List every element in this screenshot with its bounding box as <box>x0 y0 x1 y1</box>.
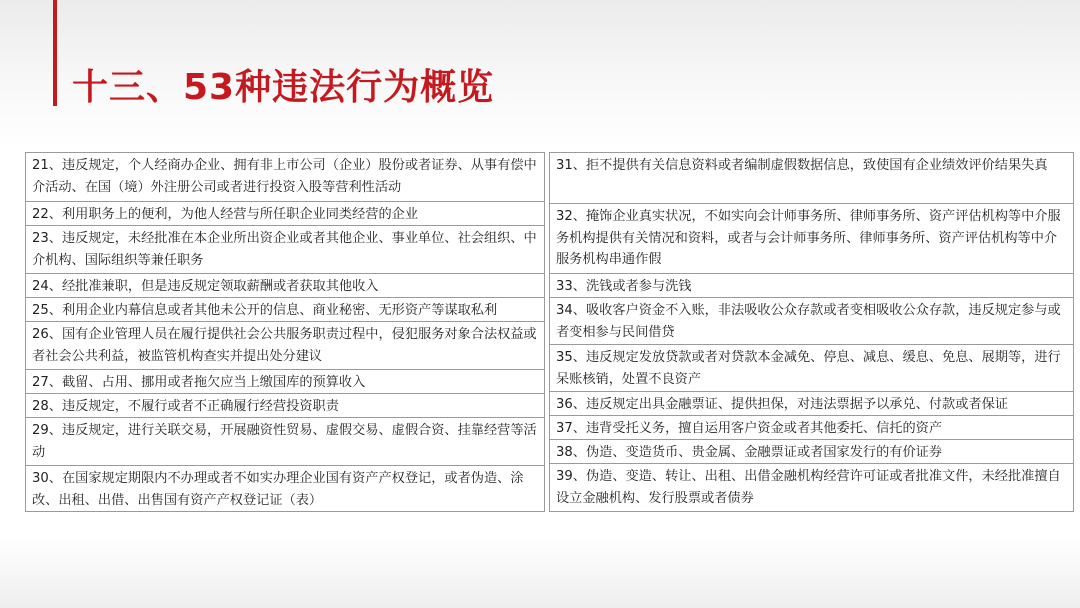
table-row: 36、违反规定出具金融票证、提供担保，对违法票据予以承兑、付款或者保证 <box>550 391 1073 415</box>
violations-table-left <box>25 152 545 512</box>
table-row: 21、违反规定，个人经商办企业、拥有非上市公司（企业）股份或者证券、从事有偿中介活动、在国（境）外注册公司或者进行投资入股等营利性活动 <box>32 158 537 195</box>
table-row: 28、违反规定，不履行或者不正确履行经营投资职责 <box>26 393 544 417</box>
title-accent-bar <box>53 0 57 106</box>
table-row: 33、洗钱或者参与洗钱 <box>550 273 1073 297</box>
table-row: 37、违背受托义务，擅自运用客户资金或者其他委托、信托的资产 <box>550 415 1073 439</box>
table-row: 39、伪造、变造、转让、出租、出借金融机构经营许可证或者批准文件，未经批准擅自设立金融机构、发行股票或者债券 <box>550 463 1073 511</box>
table-row: 26、国有企业管理人员在履行提供社会公共服务职责过程中，侵犯服务对象合法权益或者社会公共利益，被监管机构查实并提出处分建议 <box>26 321 544 369</box>
table-row: 25、利用企业内幕信息或者其他未公开的信息、商业秘密、无形资产等谋取私利 <box>26 297 544 321</box>
table-row: 27、截留、占用、挪用或者拖欠应当上缴国库的预算收入 <box>26 369 544 393</box>
table-row: 23、违反规定，未经批准在本企业所出资企业或者其他企业、事业单位、社会组织、中介机构、国际组织等兼任职务 <box>26 225 544 273</box>
table-row: 38、伪造、变造货币、贵金属、金融票证或者国家发行的有价证券 <box>550 439 1073 463</box>
table-row: 30、在国家规定期限内不办理或者不如实办理企业国有资产产权登记，或者伪造、涂改、出租、出借、出售国有资产产权登记证（表） <box>26 465 544 511</box>
violations-table-right <box>549 152 1074 512</box>
table-row: 35、违反规定发放贷款或者对贷款本金减免、停息、减息、缓息、免息、展期等，进行呆账核销，处置不良资产 <box>550 344 1073 391</box>
table-row: 31、拒不提供有关信息资料或者编制虚假数据信息，致使国有企业绩效评价结果失真 <box>556 158 1048 173</box>
table-row: 32、掩饰企业真实状况，不如实向会计师事务所、律师事务所、资产评估机构等中介服务机构提供有关情况和资料，或者与会计师事务所、律师事务所、资产评估机构等中介服务机构串通作假 <box>550 203 1073 273</box>
table-row: 29、违反规定，进行关联交易，开展融资性贸易、虚假交易、虚假合资、挂靠经营等活动 <box>26 417 544 465</box>
table-row: 24、经批准兼职，但是违反规定领取薪酬或者获取其他收入 <box>26 273 544 297</box>
table-row: 34、吸收客户资金不入账，非法吸收公众存款或者变相吸收公众存款，违反规定参与或者变相参与民间借贷 <box>550 297 1073 344</box>
table-row: 22、利用职务上的便利，为他人经营与所任职企业同类经营的企业 <box>26 201 544 225</box>
footer-background <box>0 538 1080 608</box>
page-title: 十三、53种违法行为概览 <box>72 67 495 108</box>
